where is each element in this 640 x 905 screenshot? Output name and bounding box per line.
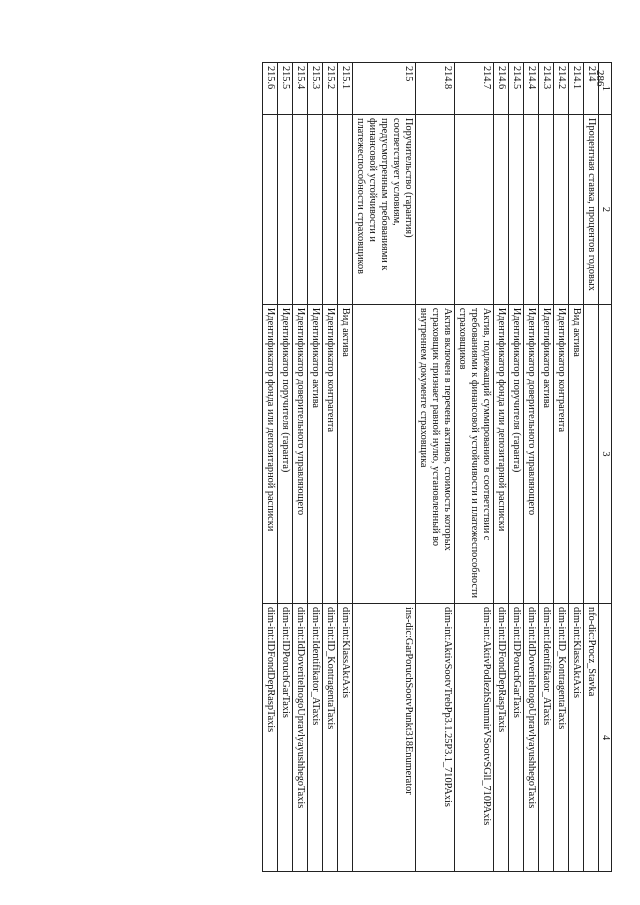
row-number-cell: 215.2 <box>323 63 338 115</box>
row-number-cell: 214.4 <box>524 63 539 115</box>
table-row <box>308 63 323 872</box>
row-name-cell <box>338 115 353 305</box>
row-code-cell: dim-int:KlassAktAxis <box>569 604 584 872</box>
row-code-cell: dim-int:IDPoruchGarTaxis <box>278 604 293 872</box>
row-description-cell: Вид актива <box>569 304 584 603</box>
table-row <box>278 63 293 872</box>
row-number-cell: 214.7 <box>455 63 494 115</box>
row-code-cell: ins-dic:GarPoruchSootvPunkt318Enumerator <box>353 604 416 872</box>
row-number-cell: 214 <box>584 63 599 115</box>
row-code-cell: dim-int:KlassAktAxis <box>338 604 353 872</box>
row-name-cell <box>323 115 338 305</box>
row-name-cell <box>416 115 455 305</box>
header-cell: 1 <box>599 63 612 115</box>
header-cell: 3 <box>599 304 612 603</box>
row-description-cell <box>353 304 416 603</box>
table-header-row <box>599 63 612 872</box>
row-description-cell: Идентификатор доверительного управляющего <box>293 304 308 603</box>
row-description-cell: Идентификатор поручителя (гаранта) <box>509 304 524 603</box>
row-code-cell: dim-int:IdDoveritelnogoUpravlyayushhegoTaxis <box>524 604 539 872</box>
row-number-cell: 215.1 <box>338 63 353 115</box>
header-cell: 2 <box>599 115 612 305</box>
row-name-cell <box>308 115 323 305</box>
row-number-cell: 214.2 <box>554 63 569 115</box>
row-description-cell: Идентификатор контрагента <box>554 304 569 603</box>
row-description-cell: Идентификатор поручителя (гаранта) <box>278 304 293 603</box>
row-name-cell <box>494 115 509 305</box>
row-description-cell: Идентификатор доверительного управляющего <box>524 304 539 603</box>
row-name-cell <box>293 115 308 305</box>
page-number: 286 <box>594 70 606 87</box>
row-name-cell <box>539 115 554 305</box>
table-row <box>416 63 455 872</box>
header-cell: 4 <box>599 604 612 872</box>
row-description-cell: Актив, подлежащий суммированию в соответствии с требованиями к финансовой устойчивости и платежеспособности страховщиков <box>455 304 494 603</box>
table-row <box>263 63 278 872</box>
data-table <box>262 62 612 872</box>
row-code-cell: dim-int:IDFondDepRaspTaxis <box>494 604 509 872</box>
row-code-cell: nfo-dic:Procz_Stavka <box>584 604 599 872</box>
row-description-cell: Идентификатор актива <box>308 304 323 603</box>
table-row <box>455 63 494 872</box>
table-row <box>524 63 539 872</box>
table-row <box>509 63 524 872</box>
row-name-cell: Процентная ставка, процентов годовых <box>584 115 599 305</box>
row-description-cell: Вид актива <box>338 304 353 603</box>
row-name-cell <box>509 115 524 305</box>
row-code-cell: dim-int:IdDoveritelnogoUpravlyayushhegoTaxis <box>293 604 308 872</box>
table-body <box>263 63 599 872</box>
table-row <box>494 63 509 872</box>
row-name-cell <box>524 115 539 305</box>
row-description-cell: Актив включен в перечень активов, стоимость которых страховщик признает равной нулю, установленный во внутреннем документе страховщика <box>416 304 455 603</box>
row-code-cell: dim-int:Identifikator_ATaxis <box>539 604 554 872</box>
row-number-cell: 215 <box>353 63 416 115</box>
table-row <box>539 63 554 872</box>
row-description-cell: Идентификатор фонда или депозитарной расписки <box>494 304 509 603</box>
row-code-cell: dim-int:ID_KontragentaTaxis <box>323 604 338 872</box>
row-number-cell: 214.3 <box>539 63 554 115</box>
row-number-cell: 214.1 <box>569 63 584 115</box>
rotated-table-container <box>62 62 612 872</box>
row-description-cell: Идентификатор фонда или депозитарной расписки <box>263 304 278 603</box>
table-row <box>293 63 308 872</box>
table-row <box>584 63 599 872</box>
row-code-cell: dim-int:IDFondDepRaspTaxis <box>263 604 278 872</box>
row-number-cell: 215.3 <box>308 63 323 115</box>
table-row <box>353 63 416 872</box>
row-description-cell <box>584 304 599 603</box>
row-name-cell <box>455 115 494 305</box>
row-name-cell <box>569 115 584 305</box>
row-code-cell: dim-int:AktivPodlezhSummirVSootvSGll_710PAxis <box>455 604 494 872</box>
table-row <box>323 63 338 872</box>
row-name-cell <box>278 115 293 305</box>
row-number-cell: 214.8 <box>416 63 455 115</box>
row-description-cell: Идентификатор актива <box>539 304 554 603</box>
table-row <box>338 63 353 872</box>
row-name-cell <box>554 115 569 305</box>
row-number-cell: 214.6 <box>494 63 509 115</box>
row-code-cell: dim-int:AktivSootvTrebPp3.1.25P3.1_710PAxis <box>416 604 455 872</box>
row-code-cell: dim-int:ID_KontragentaTaxis <box>554 604 569 872</box>
table-row <box>554 63 569 872</box>
row-number-cell: 214.5 <box>509 63 524 115</box>
row-number-cell: 215.6 <box>263 63 278 115</box>
row-name-cell <box>263 115 278 305</box>
row-code-cell: dim-int:IDPoruchGarTaxis <box>509 604 524 872</box>
table-row <box>569 63 584 872</box>
row-number-cell: 215.5 <box>278 63 293 115</box>
row-code-cell: dim-int:Identifikator_ATaxis <box>308 604 323 872</box>
row-description-cell: Идентификатор контрагента <box>323 304 338 603</box>
row-number-cell: 215.4 <box>293 63 308 115</box>
row-name-cell: Поручительство (гарантия) соответствует условиям, предусмотренным требованиями к финансовой устойчивости и платежеспособности страховщиков <box>353 115 416 305</box>
